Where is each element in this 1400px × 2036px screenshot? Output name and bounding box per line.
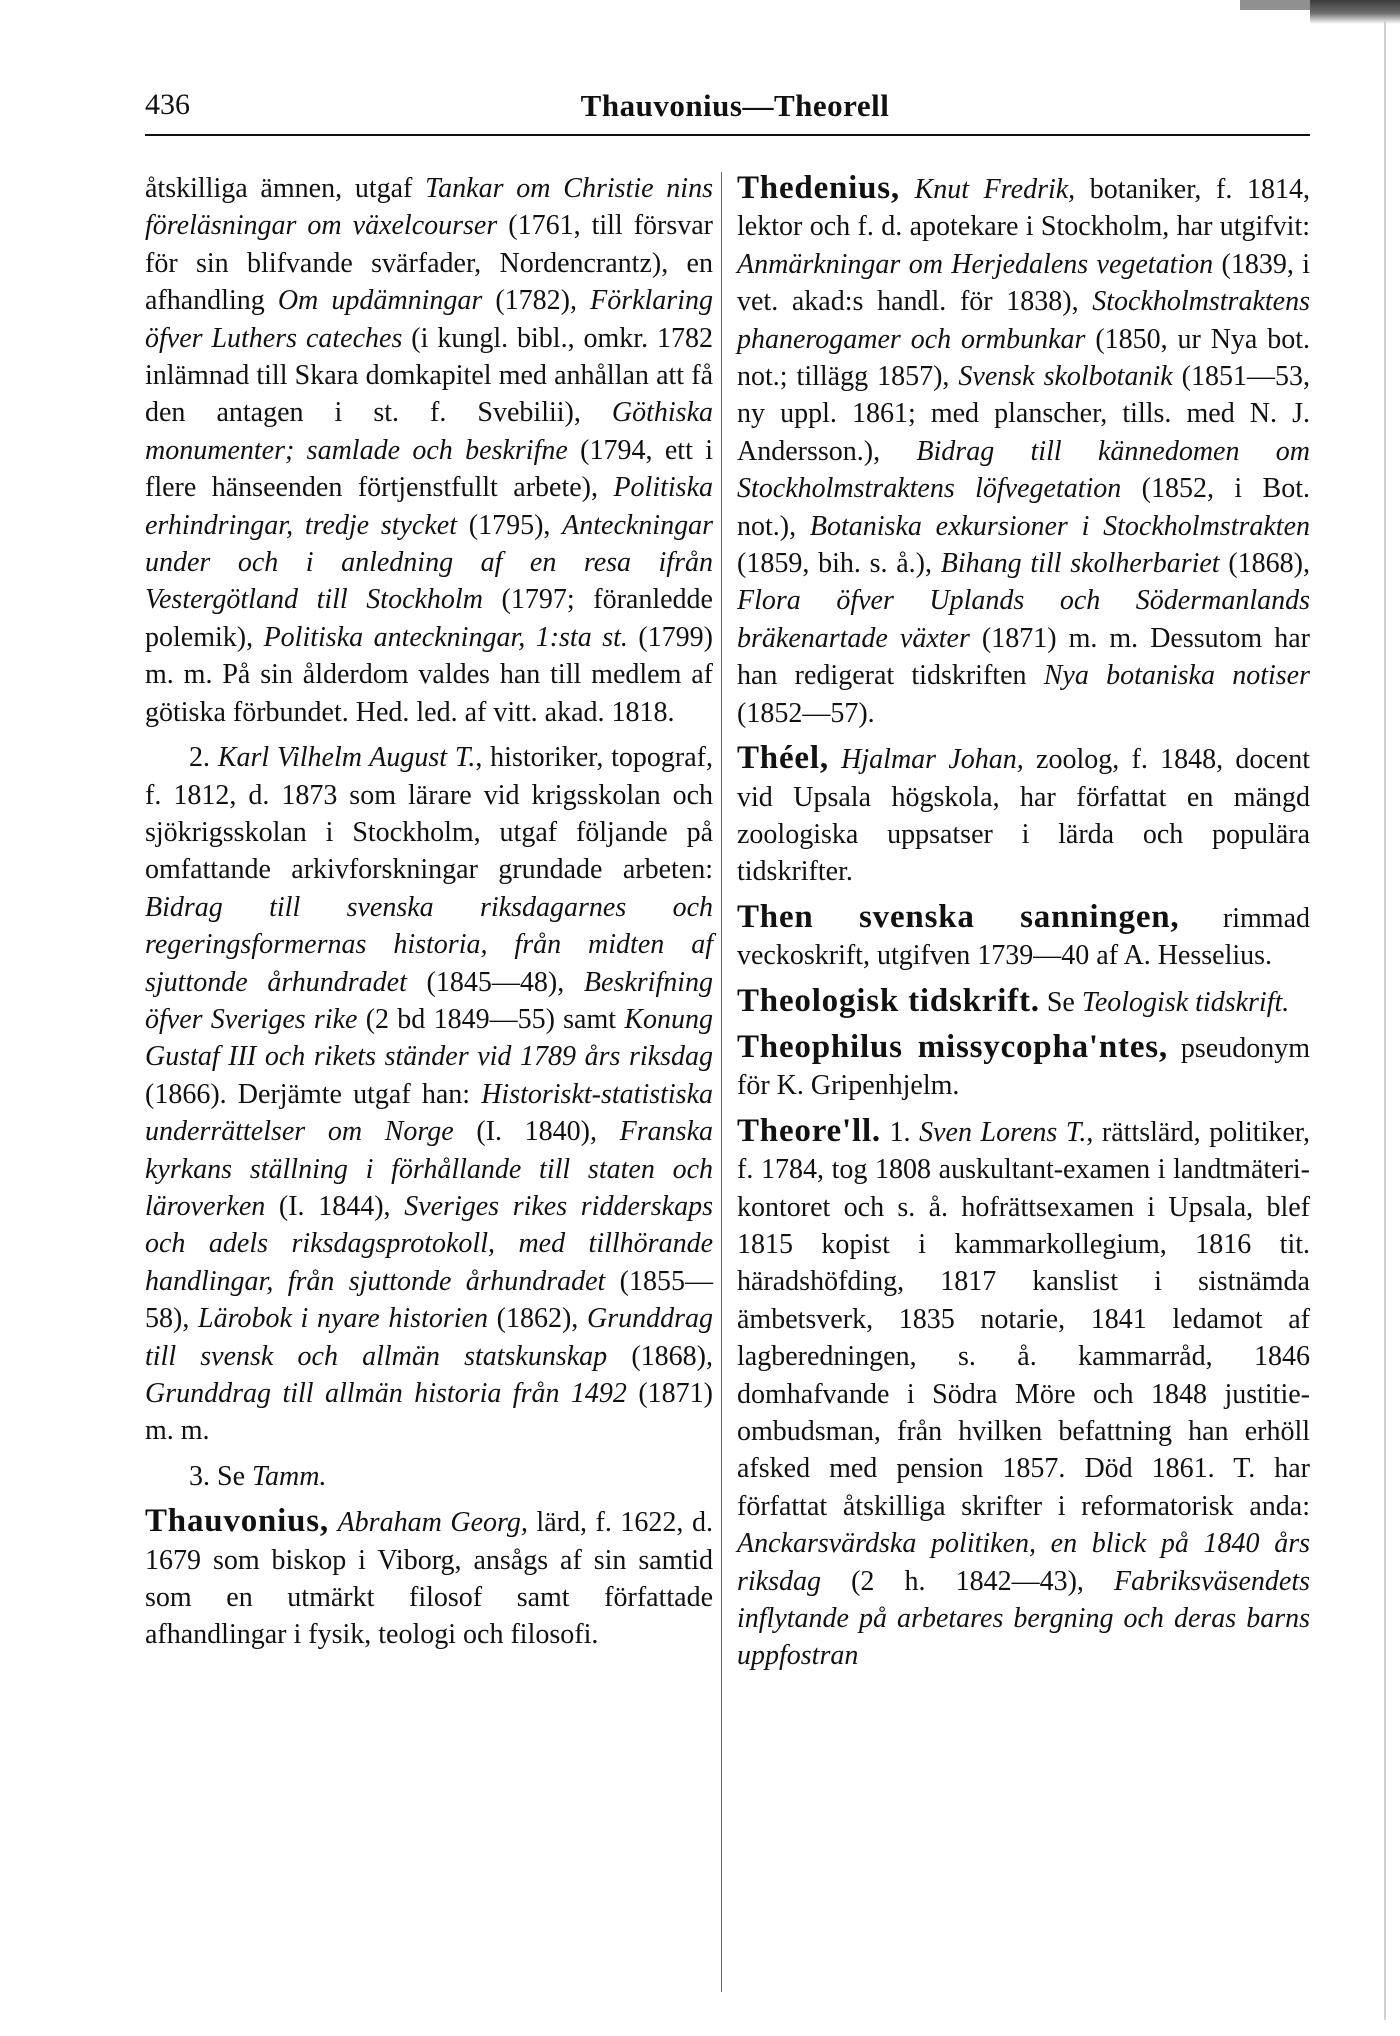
- work-title: Franska kyrkans ställning i förhållande till staten och läroverken: [145, 1116, 713, 1222]
- text-run: (1797; föranledde polemik),: [145, 584, 713, 653]
- person-name: Hjalmar Johan,: [841, 744, 1024, 776]
- work-title: Anteckningar under och i anledning af en resa ifrån Vestergötland till Stockholm: [145, 509, 713, 616]
- text-run: (1851—53, ny uppl. 1861; med planscher, tills. med N. J. Andersson.),: [737, 361, 1310, 467]
- text-run: (1845—48),: [406, 966, 584, 998]
- column-divider: [721, 172, 722, 1992]
- text-run: (1794, ett i flere hänseenden förtjenstfullt arbete),: [145, 434, 713, 504]
- work-title: Lärobok i nyare historien: [198, 1303, 488, 1335]
- text-run: Se: [1039, 986, 1082, 1018]
- text-run: botaniker, f. 1814, lektor och f. d. apotekare i Stockholm, har utgifvit:: [737, 174, 1310, 243]
- entry-headword: Then svenska sanningen,: [737, 898, 1180, 935]
- page-header: [145, 88, 1325, 138]
- work-title: Politiska erhindringar, tredje stycket: [145, 472, 713, 541]
- work-title: Förklaring öfver Luthers cateches: [145, 285, 713, 354]
- entry-headword: Thauvonius,: [145, 1503, 329, 1540]
- entry-then-svenska-sanningen: [737, 899, 1310, 975]
- entry-theologisk-tidskrift: [737, 983, 1310, 1021]
- text-run: 1.: [880, 1116, 920, 1148]
- text-run: (1839, i vet. akad:s handl. för 1838),: [737, 248, 1310, 318]
- work-title: Göthiska monumenter; samlade och beskrifne: [145, 397, 713, 466]
- text-run: (1871) m. m. Dessutom har han redigerat tidskriften: [737, 622, 1310, 692]
- work-title: Anmärkningar om Herjedalens vegetation: [737, 248, 1214, 280]
- cross-reference: Teologisk tidskrift.: [1081, 986, 1290, 1018]
- paragraph-continuation: [145, 170, 713, 731]
- cross-reference: Tamm.: [252, 1460, 327, 1492]
- entry-headword: Thedenius,: [737, 170, 900, 206]
- work-title: Stockholmstraktens phanerogamer och ormbunkar: [737, 286, 1310, 355]
- text-run: (1855—58),: [145, 1265, 713, 1335]
- person-name: Knut Fredrik,: [914, 174, 1076, 205]
- text-run: 3. Se: [189, 1460, 252, 1492]
- text-run: (1782),: [482, 285, 591, 317]
- text-run: (1871) m. m.: [145, 1378, 713, 1447]
- entry-headword: Théel,: [737, 740, 829, 777]
- text-run: åtskilliga ämnen, utgaf: [145, 173, 426, 204]
- text-run: lärd, f. 1622, d. 1679 som biskop i Viborg, ansågs af sin samtid som en utmärkt filosof samt författade afhandlingar i fysik, teologi och filosofi.: [145, 1507, 713, 1651]
- work-title: Svensk skolbotanik: [958, 361, 1173, 393]
- text-run: (1868),: [1219, 548, 1310, 580]
- person-name: Karl Vilhelm August T.: [217, 742, 476, 774]
- text-run: (1859, bih. s. å.),: [737, 548, 941, 580]
- entry-headword: Theore'll.: [737, 1112, 881, 1149]
- work-title: Grunddrag till allmän historia från 1492: [145, 1378, 627, 1409]
- entry-thauvonius: [145, 1503, 713, 1654]
- text-run: pseudonym för K. Gripenhjelm.: [737, 1032, 1310, 1102]
- page-number: 436: [145, 88, 190, 121]
- work-title: Bidrag till kännedomen om Stockholmstraktens löfvegetation: [737, 435, 1311, 505]
- work-title: Historiskt-statistiska underrättelser om Norge: [145, 1078, 713, 1148]
- text-run: (2 h. 1842—43),: [821, 1565, 1115, 1597]
- work-title: Konung Gustaf III och rikets ständer vid 1789 års riksdag: [145, 1003, 713, 1073]
- work-title: Anckarsvärdska politiken, en blick på 1840 års riksdag: [737, 1528, 1310, 1597]
- work-title: Botaniska exkursioner i Stockholmstrakten: [809, 510, 1310, 542]
- paragraph-see-tamm: [145, 1458, 713, 1495]
- entry-theorell: [737, 1113, 1310, 1675]
- work-title: Beskrifning öfver Sveriges rike: [145, 966, 713, 1035]
- person-name: Abraham Georg,: [337, 1507, 528, 1539]
- work-title: Nya botaniska notiser: [1043, 660, 1311, 692]
- work-title: Fabriksväsendets inflytande på arbetares bergning och deras barns uppfostran: [737, 1565, 1310, 1672]
- left-column: [145, 170, 713, 1654]
- running-title: Thauvonius—Theorell: [580, 88, 890, 123]
- text-run: (I. 1844),: [265, 1190, 405, 1222]
- scan-corner-mark: [1310, 0, 1400, 24]
- text-run: (1850, ur Nya bot. not.; tillägg 1857),: [737, 323, 1311, 393]
- entry-headword: Theophilus missycopha'ntes,: [737, 1028, 1168, 1065]
- text-run: (I. 1840),: [453, 1116, 620, 1148]
- work-title: Bihang till skolherbariet: [940, 548, 1220, 580]
- text-run: (i kungl. bibl., omkr. 1782 inlämnad till Skara domkapitel med anhållan att få den antagen i st. f. Svebilii),: [145, 322, 714, 429]
- right-column: [737, 170, 1310, 1675]
- text-run: (1852, i Bot. not.),: [737, 473, 1310, 542]
- work-title: Sveriges rikes ridderskaps och adels riksdagsprotokoll, med tillhörande handlingar, från sjuttonde århundradet: [145, 1190, 713, 1297]
- text-run: (1868),: [607, 1340, 713, 1372]
- text-run: (1866). Derjämte utgaf han:: [145, 1078, 482, 1110]
- text-run: (2 bd 1849—55) samt: [357, 1003, 625, 1035]
- scan-corner-mark-secondary: [1240, 0, 1310, 10]
- text-run: (1799) m. m. På sin ålderdom valdes han till medlem af götiska förbundet. Hed. led. af vitt. akad. 1818.: [145, 621, 714, 728]
- entry-headword: Theologisk tidskrift.: [737, 982, 1040, 1019]
- work-title: Politiska anteckningar, 1:sta st.: [263, 621, 628, 653]
- text-run: (1761, till försvar för sin blifvande svärfader, Nordencrantz), en afhandling: [145, 210, 713, 317]
- page-edge-shadow: [1384, 20, 1386, 2020]
- entry-theel: [737, 740, 1310, 891]
- work-title: Flora öfver Uplands och Södermanlands bräkenartade växter: [737, 585, 1310, 654]
- person-name: Sven Lorens T.: [919, 1116, 1087, 1148]
- text-run: , historiker, topograf, f. 1812, d. 1873 som lärare vid krigsskolan och sjökrigsskolan i Stockholm, utgaf följande på omfattande arkivforskningar grundade arbeten:: [145, 742, 714, 886]
- work-title: Tankar om Christie nins föreläsningar om växelcourser: [145, 173, 713, 242]
- text-run: (1795),: [457, 509, 563, 541]
- text-run: (1862),: [487, 1303, 587, 1335]
- entry-theophilus: [737, 1029, 1310, 1105]
- text-run: (1852—57).: [737, 697, 875, 729]
- text-run: , rättslärd, politiker, f. 1784, tog 1808 auskultant-examen i landtmäteri-kontoret och s. å. hofrättsexamen i Upsala, blef 1815 kopist i kammarkollegium, 1816 tit. häradshöfding, 1817 kanslist i sistnämda ämbetsverk, 1835 notarie, 1841 ledamot af lagberedningen, s. å. kammarråd, 1846 domhafvande i Södra Möre och 1848 justitie-ombudsman, från hvilken befattning han erhöll afsked med pension 1857. Död 1861. T. har författat åtskilliga skrifter i reformatorisk anda:: [737, 1116, 1310, 1522]
- entry-thedenius: [737, 170, 1310, 732]
- text-run: 2.: [189, 742, 218, 774]
- text-run: zoolog, f. 1848, docent vid Upsala högskola, har författat en mängd zoologiska uppsatser i lärda och populära tidskrifter.: [737, 744, 1311, 888]
- header-rule: [145, 134, 1310, 136]
- paragraph-karl-vilhelm: [145, 739, 713, 1450]
- work-title: Om updämningar: [277, 285, 483, 317]
- work-title: Bidrag till svenska riksdagarnes och regeringsformernas historia, från midten af sjuttonde århundradet: [145, 891, 713, 998]
- work-title: Grunddrag till svensk och allmän statskunskap: [145, 1303, 713, 1372]
- text-run: rimmad veckoskrift, utgifven 1739—40 af A. Hesselius.: [737, 902, 1311, 972]
